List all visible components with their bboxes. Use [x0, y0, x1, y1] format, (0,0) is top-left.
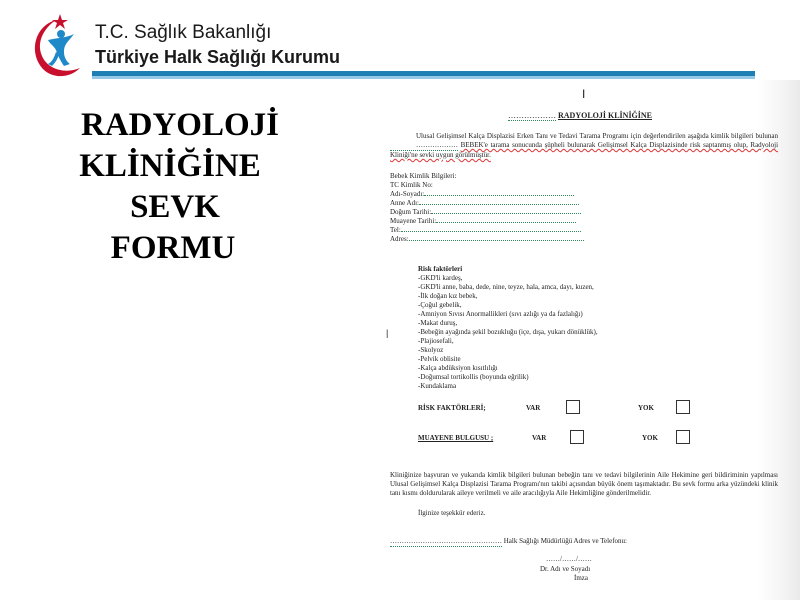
risk-yok-checkbox[interactable]	[676, 400, 690, 414]
risk-item: -Doğumsal tortikollis (boyunda eğrilik)	[418, 373, 529, 381]
intro-paragraph	[390, 132, 778, 160]
risk-item: -Skolyoz	[418, 346, 444, 354]
heading-blank[interactable]: ………………	[507, 111, 556, 120]
field-birth-date[interactable]: Doğum Tarihi:	[390, 208, 581, 217]
thanks-text: İlginize teşekkür ederiz.	[418, 509, 486, 517]
risk-item: -Kalça abdüksiyon kısıtlılığı	[418, 364, 498, 372]
field-address[interactable]: Adres:	[390, 235, 584, 244]
agency-name: Türkiye Halk Sağlığı Kurumu	[95, 47, 341, 67]
field-phone[interactable]: Tel:	[390, 226, 581, 235]
heading-text: RADYOLOJİ KLİNİĞİNE	[557, 111, 652, 120]
slide-title	[20, 105, 350, 269]
risk-item: -Bebeğin ayağında şekil bozukluğu (içe, dışa, yukarı dönüklük),	[418, 328, 598, 336]
address-blank[interactable]: …………………………………………	[390, 537, 502, 545]
address-line	[390, 537, 627, 547]
risk-item: -Kundaklama	[418, 382, 457, 390]
risk-item: -Pelvik oblisite	[418, 355, 461, 363]
exam-var-checkbox[interactable]	[570, 430, 584, 444]
risk-item: -Makat duruş,	[418, 319, 458, 327]
field-name[interactable]: Adı-Soyadı:	[390, 190, 574, 199]
footer-paragraph: Kliniğinize başvuran ve yukarıda kimlik bilgileri bulunan bebeğin tanı ve tedavi bilgilerinin Aile Hekimine geri bildiriminin yapılması Ulusal Gelişimsel Kalça Displazisi Tarama Programı'nın takibi açısından büyük önem taşımaktadır. Bu sevk formu arka yüzündeki klinik tanı kısmı doldurularak aileye verilmeli ve aile aracılığıyla Aile Hekimliğine gönderilmelidir.	[390, 471, 778, 497]
signer-name: Dr. Adı ve Soyadı	[540, 565, 591, 573]
risk-var-label: VAR	[526, 404, 541, 412]
risk-title: Risk faktörleri	[418, 265, 463, 273]
ministry-name: T.C. Sağlık Bakanlığı	[95, 22, 272, 43]
risk-var-checkbox[interactable]	[566, 400, 580, 414]
intro-text-2: BEBEK'e tarama sonucunda şüpheli bulunarak Gelişimsel Kalça Displazisinde risk saptanmış olup, Radyoloji Kliniği'ne sevki uygun görülmüştür.	[390, 141, 779, 159]
risk-item: -Çoğul gebelik,	[418, 301, 462, 309]
field-tc-no[interactable]: TC Kimlik No:	[390, 181, 433, 189]
risk-yok-label: YOK	[638, 404, 654, 412]
exam-row-label: MUAYENE BULGUSU ;	[418, 434, 494, 442]
margin-mark: |	[386, 328, 389, 338]
exam-var-label: VAR	[532, 434, 547, 442]
risk-item: -Amniyon Sıvısı Anormallikleri (sıvı azlığı ya da fazlalığı)	[418, 310, 583, 318]
signer-signature: İmza	[574, 574, 588, 582]
risk-row-label: RİSK FAKTÖRLERİ;	[418, 404, 486, 412]
intro-text-1: Ulusal Gelişimsel Kalça Displazisi Erken Tanı ve Tedavi Tarama Programı için değerlendirilen aşağıda kimlik bilgileri bulunan	[416, 132, 778, 140]
risk-item: -GKD'li kardeş,	[418, 274, 463, 282]
ministry-logo-icon	[26, 12, 88, 80]
exam-yok-checkbox[interactable]	[676, 430, 690, 444]
header-divider-light	[92, 76, 755, 79]
document-heading	[380, 111, 780, 121]
identity-title: Bebek Kimlik Bilgileri:	[390, 172, 457, 180]
slide-title-line-3: SEVK	[130, 189, 220, 225]
risk-item: -İlk doğan kız bebek,	[418, 292, 478, 300]
slide-title-line-2: KLİNİĞİNE	[79, 148, 261, 184]
slide-title-line-4: FORMU	[110, 230, 236, 266]
risk-item: -GKD'li anne, baba, dede, nine, teyze, hala, amca, dayı, kuzen,	[418, 283, 594, 291]
risk-item: -Plajiosefali,	[418, 337, 454, 345]
intro-blank[interactable]: ………………	[390, 141, 458, 151]
referral-form-document	[380, 85, 780, 590]
date-blank[interactable]: ……/……/……	[546, 555, 592, 563]
address-label: Halk Sağlığı Müdürlüğü Adres ve Telefonu:	[503, 537, 627, 545]
text-cursor: I	[582, 87, 586, 101]
field-mother-name[interactable]: Anne Adı:	[390, 199, 579, 208]
slide-title-line-1: RADYOLOJİ	[80, 107, 280, 143]
field-exam-date[interactable]: Muayene Tarihi:	[390, 217, 576, 226]
exam-yok-label: YOK	[642, 434, 658, 442]
header	[0, 0, 800, 85]
